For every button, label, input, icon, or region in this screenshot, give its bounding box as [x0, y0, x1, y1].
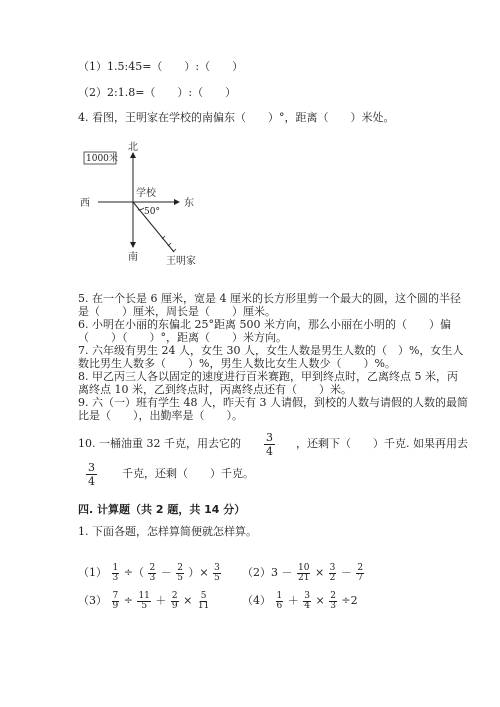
east-arrow-icon — [174, 199, 180, 205]
fraction — [112, 592, 120, 611]
fraction-denominator: 11 — [197, 600, 210, 611]
fraction-denominator: 5 — [177, 572, 183, 583]
fraction — [148, 564, 156, 583]
fraction — [329, 592, 337, 611]
fraction-numerator: 2 — [177, 562, 183, 573]
question-5-line1: 5. 在一个长是 6 厘米，宽是 4 厘米的长方形里剪一个最大的圆，这个圆的半径 — [78, 292, 461, 305]
fraction-numerator: 10 — [298, 562, 310, 573]
label-angle: 50° — [144, 207, 160, 217]
fraction-denominator: 4 — [88, 474, 95, 488]
question-10-line2-text: 千克，还剩（ ）千克。 — [122, 467, 254, 480]
fraction-denominator: 9 — [171, 600, 178, 611]
question-7-line1: 7. 六年级有男生 24 人，女生 30 人，女生人数是男生人数的（ ）%，女生人 — [78, 344, 464, 357]
calc-problem-4 — [242, 590, 358, 612]
fraction-numerator: 7 — [112, 590, 119, 601]
question-10-line2 — [86, 460, 254, 488]
fraction-denominator: 3 — [149, 572, 156, 583]
fraction-denominator: 5 — [214, 572, 220, 583]
direction-diagram — [78, 140, 228, 270]
fraction-numerator: 5 — [200, 590, 207, 601]
fraction-numerator: 2 — [357, 562, 364, 573]
scale-tick-3 — [173, 249, 176, 252]
fraction — [137, 592, 150, 611]
problem-label: （2）3 － — [242, 566, 293, 579]
operator: ÷ — [123, 594, 133, 607]
label-south: 南 — [128, 252, 138, 263]
fraction-denominator: 4 — [304, 600, 310, 611]
question-10-line1 — [78, 430, 468, 458]
question-10-text-pre: 10. 一桶油重 32 千克，用去它的 — [78, 437, 241, 450]
fraction — [213, 564, 221, 583]
operator: × — [314, 566, 325, 579]
operator: ＋ — [155, 594, 167, 607]
label-school: 学校 — [136, 188, 156, 199]
fraction-numerator: 3 — [329, 562, 336, 573]
fraction-numerator: 1 — [276, 590, 283, 601]
operator: － — [160, 566, 172, 579]
fraction — [171, 592, 179, 611]
fraction-denominator: 5 — [141, 600, 148, 611]
south-arrow-icon — [130, 242, 136, 248]
fraction-numerator: 1 — [112, 562, 119, 573]
fraction-numerator: 2 — [149, 562, 156, 573]
fraction-denominator: 21 — [298, 572, 310, 583]
question-4: 4. 看图，王明家在学校的南偏东（ ）°，距离（ ）米处。 — [78, 111, 395, 124]
calc-problem-2 — [242, 562, 365, 584]
question-7-line2: 数比男生人数多（ ）%，男生人数比女生人数少（ ）%。 — [78, 357, 396, 370]
operator: ）× — [188, 566, 209, 579]
fraction-denominator: 7 — [357, 572, 364, 583]
question-9-line2: 比是（ ），出勤率是（ ）。 — [78, 409, 243, 422]
label-north: 北 — [128, 142, 138, 153]
fraction — [112, 564, 120, 583]
problem-label: （3） — [78, 594, 107, 607]
question-5-line2: 是（ ）厘米，周长是（ ）厘米。 — [78, 305, 276, 318]
problem-label: （4） — [242, 594, 271, 607]
fraction — [303, 592, 311, 611]
question-10-text-post: ，还剩下（ ）千克. 如果再用去 — [295, 437, 468, 450]
fraction — [176, 564, 184, 583]
fraction-numerator: 3 — [214, 562, 220, 573]
calc-intro: 1. 下面各题，怎样算简便就怎样算。 — [78, 525, 257, 538]
calc-problem-1 — [78, 562, 222, 584]
operator: ÷2 — [341, 594, 358, 607]
problem-label: （1） — [78, 566, 107, 579]
question-6-line1: 6. 小明在小丽的东偏北 25°距离 500 米方向，那么小丽在小明的（ ）偏 — [78, 318, 451, 331]
fraction — [329, 564, 337, 583]
fraction — [297, 564, 310, 583]
fraction-numerator: 3 — [265, 430, 273, 444]
section-title: 四. 计算题（共 2 题，共 14 分） — [78, 503, 246, 516]
fraction-denominator: 3 — [112, 572, 119, 583]
label-home: 王明家 — [166, 256, 196, 267]
question-10-fraction — [264, 431, 275, 458]
fraction-denominator: 2 — [329, 572, 336, 583]
question-10-fraction-2 — [86, 461, 97, 488]
operator: × — [183, 594, 193, 607]
question-ratio-1: （1）1.5:45=（ ）:（ ） — [78, 60, 244, 73]
fraction-numerator: 3 — [304, 590, 310, 601]
question-8-line1: 8. 甲乙丙三人各以固定的速度进行百米赛跑，甲到终点时，乙离终点 5 米，丙 — [78, 370, 458, 383]
fraction — [276, 592, 284, 611]
fraction — [356, 564, 364, 583]
operator: － — [340, 566, 352, 579]
fraction-numerator: 3 — [88, 460, 95, 474]
fraction-numerator: 11 — [138, 590, 150, 601]
operator: × — [315, 594, 325, 607]
fraction-denominator: 6 — [276, 600, 283, 611]
operator: ÷（ — [123, 566, 144, 579]
label-west: 西 — [80, 198, 90, 209]
calc-problem-3 — [78, 590, 211, 612]
fraction-numerator: 2 — [330, 590, 336, 601]
question-8-line2: 离终点 10 米，乙到终点时，丙离终点还有（ ）米。 — [78, 383, 352, 396]
fraction — [197, 592, 210, 611]
fraction-denominator: 3 — [330, 600, 336, 611]
question-6-line2: （ ）（ ）°，距离（ ）米方向。 — [78, 331, 287, 344]
fraction-numerator: 2 — [171, 590, 178, 601]
question-ratio-2: （2）2:1.8=（ ）:（ ） — [78, 86, 237, 99]
scale-label: 1000米 — [86, 154, 118, 164]
label-east: 东 — [184, 198, 194, 209]
question-9-line1: 9. 六（一）班有学生 48 人，昨天有 3 人请假，到校的人数与请假的人数的最简 — [78, 396, 468, 409]
operator: ＋ — [287, 594, 299, 607]
fraction-denominator: 9 — [112, 600, 119, 611]
fraction-denominator: 4 — [265, 444, 273, 458]
